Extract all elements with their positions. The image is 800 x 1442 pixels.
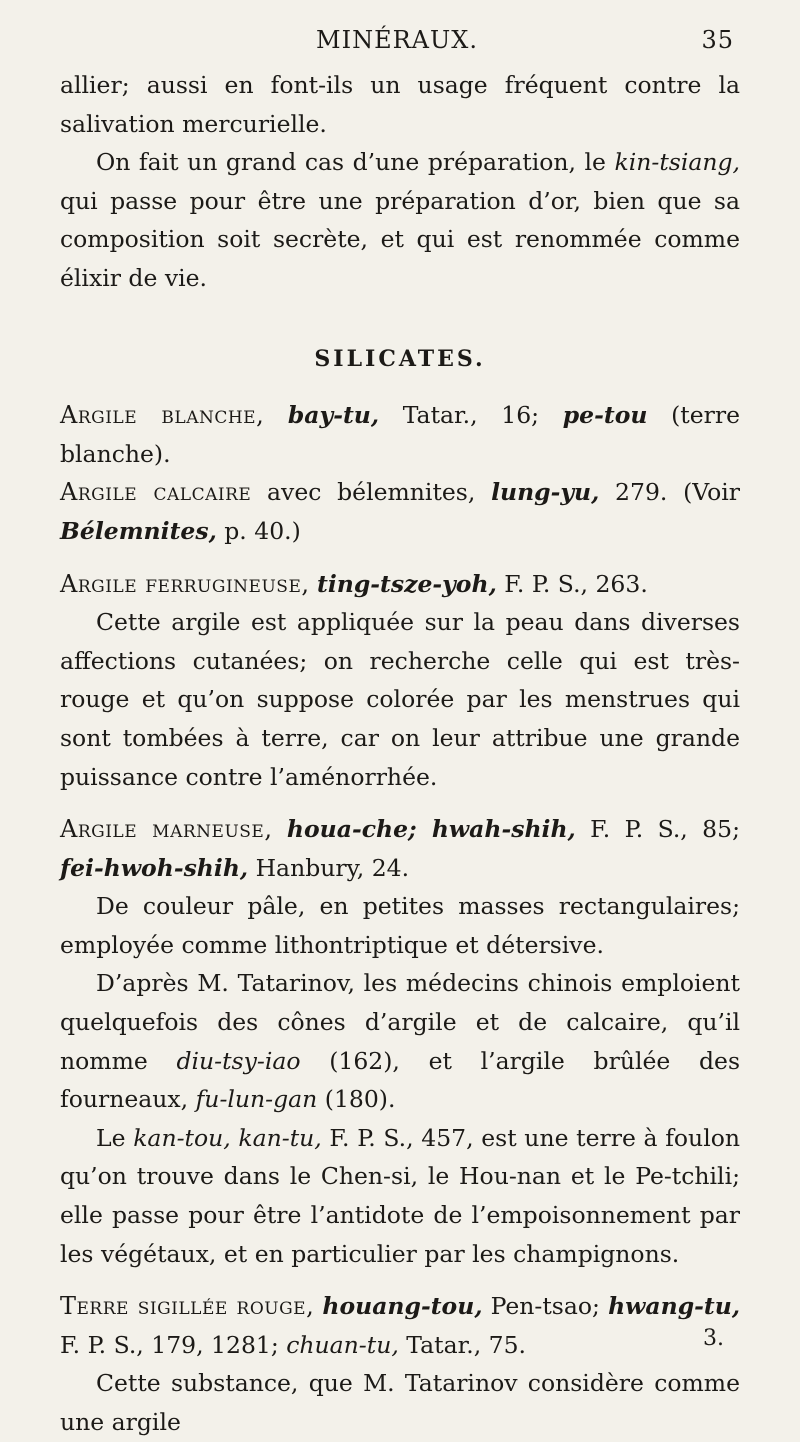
chinese-name: ting-tsze-yoh, [316, 569, 497, 598]
entry-description [60, 1119, 740, 1273]
entry-heading: Terre sigillée rouge, [60, 1292, 315, 1321]
chinese-term: kan-tou, kan-tu, [133, 1123, 322, 1152]
intro-paragraph-2 [60, 143, 740, 297]
chinese-name: houa-che; hwah-shih, [286, 815, 576, 844]
text-fragment: qui passe pour être une préparation d’or, bien que sa composition soit secrète, et qui est renommée comme élixir de vie. [60, 186, 740, 292]
entry-argile-ferrugineuse [60, 565, 740, 604]
intro-paragraph-1: allier; aussi en font-ils un usage fréquent contre la salivation mercurielle. [60, 71, 740, 138]
chinese-name: chuan-tu, [286, 1330, 399, 1359]
entry-heading: Argile blanche, [60, 401, 265, 430]
body-text [60, 66, 740, 1442]
reference: (terre blanche). [60, 401, 740, 468]
reference: Tatar., 16; [379, 401, 563, 430]
chinese-name: hwang-tu, [608, 1292, 740, 1321]
entry-argile-marneuse [60, 810, 740, 887]
page-number: 35 [701, 26, 734, 54]
text-fragment: (180). [317, 1085, 396, 1114]
entry-description: Cette substance, que M. Tatarinov considère comme une argile [60, 1369, 740, 1436]
chinese-term: kin-tsiang, [614, 148, 740, 177]
reference: Tatar., 75. [398, 1330, 527, 1359]
reference: F. P. S., 263. [496, 569, 648, 598]
entry-heading: Argile marneuse, [60, 815, 273, 844]
entry-description [60, 964, 740, 1118]
entry-terre-sigillee [60, 1287, 740, 1364]
signature-mark: 3. [703, 1326, 724, 1351]
reference: F. P. S., 85; [575, 815, 740, 844]
text-fragment: F. P. S., 457, est une terre à foulon qu’on trouve dans le Chen-si, le Hou-nan et le Pe-tchili; elle passe pour être l’antidote de l’empoisonnement par les végétaux, et en particulier par les champignons. [60, 1123, 740, 1268]
entry-heading: Argile calcaire [60, 478, 252, 507]
chinese-name: fei-hwoh-shih, [60, 853, 249, 882]
section-title: SILICATES. [314, 345, 486, 372]
chinese-name: bay-tu, [287, 401, 380, 430]
entry-description: Cette argile est appliquée sur la peau dans diverses affections cutanées; on recherche celle qui est très-rouge et qu’on suppose colorée par les menstrues qui sont tombées à terre, car on leur attribue une grande puissance contre l’aménorrhée. [60, 608, 740, 791]
chinese-name: pe-tou [562, 401, 648, 430]
reference: F. P. S., 179, 1281; [60, 1330, 287, 1359]
entry-argile-calcaire [60, 473, 740, 550]
text-fragment: avec bélemnites, [251, 478, 492, 507]
chinese-name: houang-tou, [322, 1292, 483, 1321]
cross-reference: Bélemnites, [60, 516, 217, 545]
chinese-name: lung-yu, [491, 478, 600, 507]
text-fragment: p. 40.) [216, 516, 301, 545]
text-fragment: Le [96, 1123, 134, 1152]
chinese-term: fu-lun-gan [195, 1085, 318, 1114]
text-fragment: (162), et l’argile brûlée des fourneaux, [60, 1046, 740, 1114]
text-fragment: 279. (Voir [599, 478, 740, 507]
running-title: MINÉRAUX. [316, 26, 478, 54]
entry-heading: Argile ferrugineuse, [60, 569, 310, 598]
text-fragment: On fait un grand cas d’une préparation, le [96, 148, 615, 177]
text-fragment: D’après M. Tatarinov, les médecins chinois emploient quelquefois des cônes d’argile et de calcaire, qu’il nomme [60, 969, 740, 1075]
chinese-term: diu-tsy-iao [176, 1046, 301, 1075]
reference: Pen-tsao; [482, 1292, 609, 1321]
reference: Hanbury, 24. [248, 853, 410, 882]
entry-argile-blanche [60, 396, 740, 473]
entry-description: De couleur pâle, en petites masses rectangulaires; employée comme lithontriptique et détersive. [60, 892, 740, 959]
